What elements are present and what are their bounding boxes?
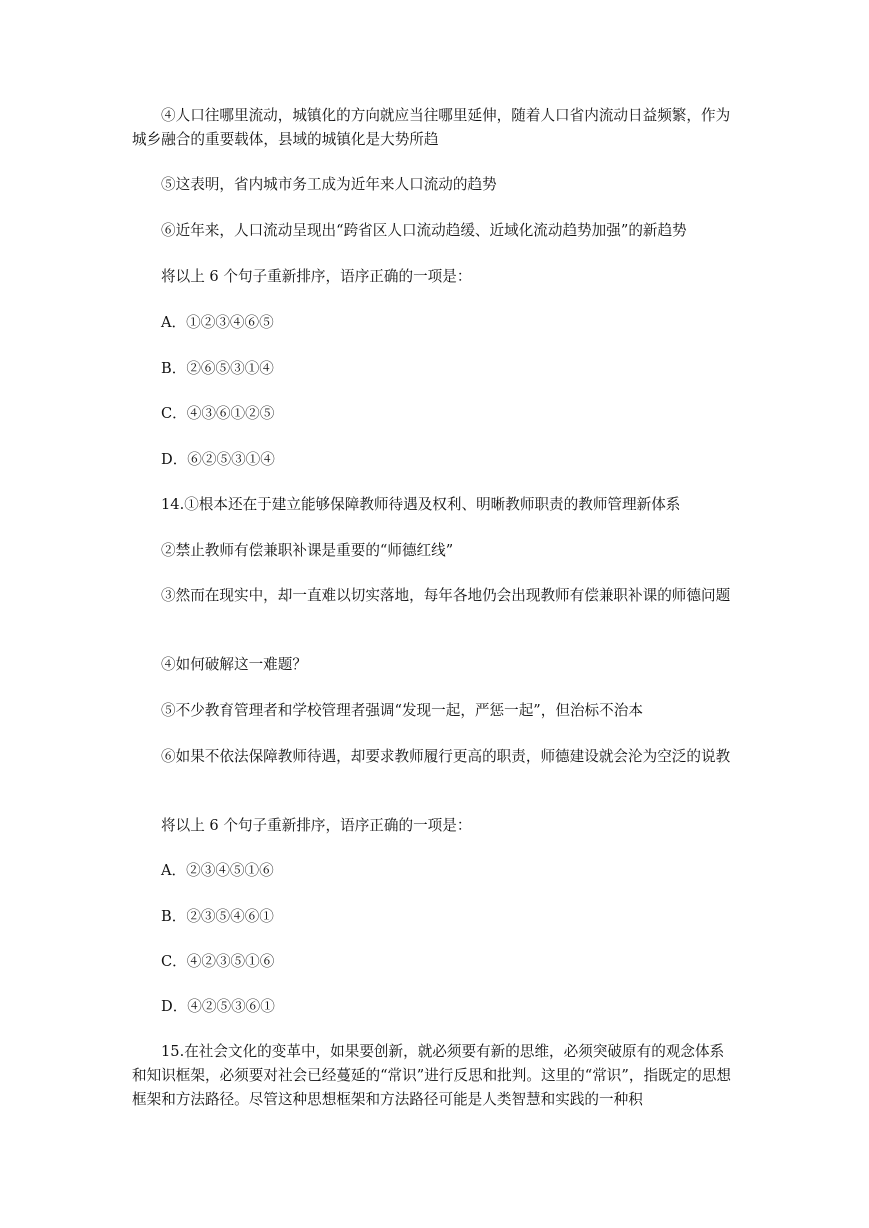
q14-sentence-2: ②禁止教师有偿兼职补课是重要的“师德红线” — [161, 542, 454, 559]
q14-option-c: C．④②③⑤①⑥ — [161, 953, 275, 970]
q14-option-d: D．④②⑤③⑥① — [161, 998, 275, 1015]
q13-option-a: A．①②③④⑥⑤ — [161, 314, 274, 331]
q13-option-c: C．④③⑥①②⑤ — [161, 405, 275, 422]
q14-sentence-6: ⑥如果不依法保障教师待遇，却要求教师履行更高的职责，师德建设就会沦为空泛的说教 — [161, 748, 731, 765]
q15-passage: 15.在社会文化的变革中，如果要创新，就必须要有新的思维，必须突破原有的观念体系和知识框架，必须要对社会已经蔓延的“常识”进行反思和批判。这里的“常识”，指既定的思想框架和方法路径。尽管这种思想框架和方法路径可能是人类智慧和实践的一种积 — [132, 1043, 732, 1108]
q14-prompt: 将以上 6 个句子重新排序，语序正确的一项是： — [161, 817, 472, 834]
q14-sentence-1: 14.①根本还在于建立能够保障教师待遇及权利、明晰教师职责的教师管理新体系 — [161, 496, 681, 513]
q14-sentence-5: ⑤不少教育管理者和学校管理者强调“发现一起，严惩一起”，但治标不治本 — [161, 702, 643, 719]
q13-sentence-5: ⑤这表明，省内城市务工成为近年来人口流动的趋势 — [161, 176, 497, 193]
q14-option-a: A．②③④⑤①⑥ — [161, 862, 274, 879]
q13-option-b: B．②⑥⑤③①④ — [161, 360, 274, 377]
q14-sentence-4: ④如何破解这一难题？ — [161, 656, 307, 673]
q13-option-d: D．⑥②⑤③①④ — [161, 451, 275, 468]
q14-sentence-3: ③然而在现实中，却一直难以切实落地，每年各地仍会出现教师有偿兼职补课的师德问题 — [161, 587, 731, 604]
q13-prompt: 将以上 6 个句子重新排序，语序正确的一项是： — [161, 268, 472, 285]
q13-sentence-6: ⑥近年来，人口流动呈现出“跨省区人口流动趋缓、近域化流动趋势加强”的新趋势 — [161, 222, 687, 239]
q14-option-b: B．②③⑤④⑥① — [161, 908, 274, 925]
q13-sentence-4: ④人口往哪里流动，城镇化的方向就应当往哪里延伸，随着人口省内流动日益频繁，作为城乡融合的重要载体，县域的城镇化是大势所趋 — [132, 107, 731, 148]
